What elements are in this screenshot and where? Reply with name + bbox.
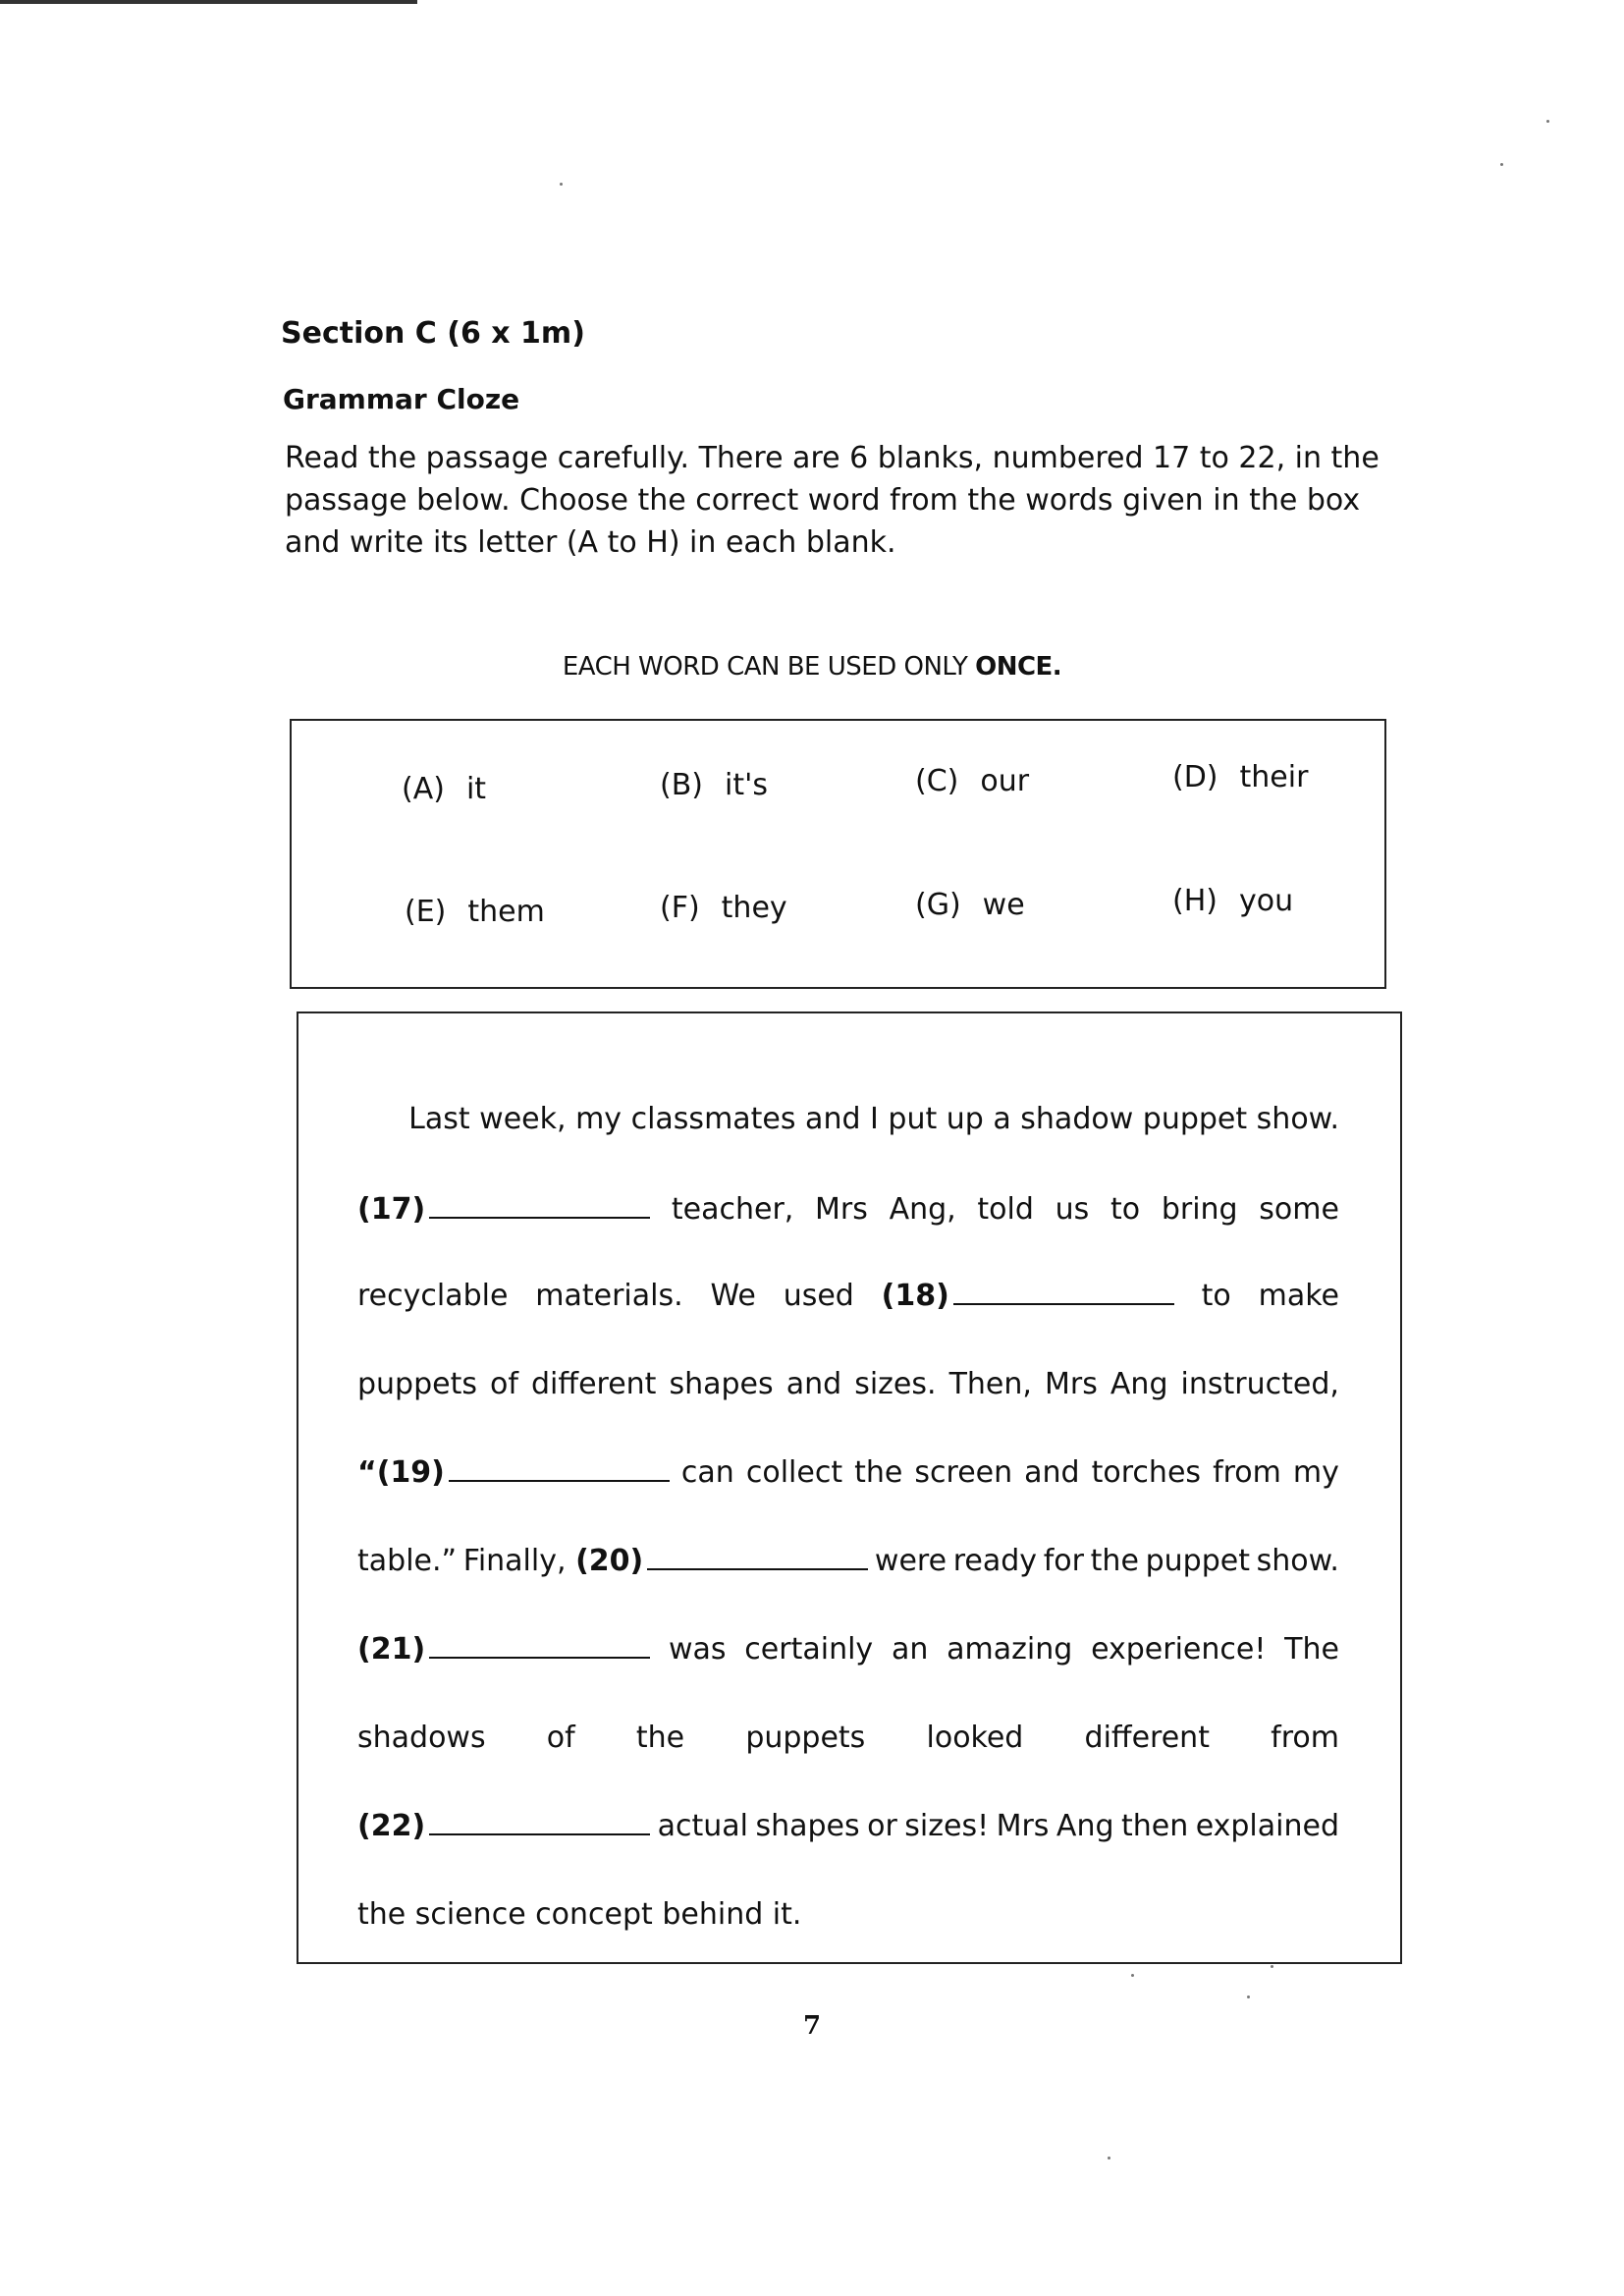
word: to bbox=[1201, 1279, 1231, 1313]
word: Ang bbox=[1110, 1367, 1168, 1401]
answer-blank-17[interactable] bbox=[429, 1193, 650, 1219]
answer-blank-22[interactable] bbox=[429, 1810, 650, 1835]
question-number: “(19) bbox=[357, 1455, 445, 1490]
page-number: 7 bbox=[802, 2011, 822, 2041]
passage-line-8 bbox=[357, 1721, 1339, 1755]
section-title: Section C (6 x 1m) bbox=[281, 316, 585, 351]
word: bring bbox=[1161, 1192, 1238, 1227]
word: teacher, bbox=[671, 1192, 794, 1227]
passage-text: Last week, my classmates and I put up a shadow puppet show. bbox=[408, 1102, 1339, 1136]
scan-speck bbox=[1108, 2157, 1110, 2159]
passage-line-20 bbox=[357, 1544, 1339, 1578]
option-f bbox=[660, 891, 787, 925]
word: the bbox=[1090, 1544, 1139, 1578]
passage-line-10 bbox=[357, 1897, 1339, 1932]
scan-speck bbox=[560, 183, 563, 186]
word: collect bbox=[745, 1455, 843, 1490]
word: amazing bbox=[947, 1632, 1073, 1667]
word: used bbox=[783, 1279, 854, 1313]
word: shapes bbox=[755, 1809, 860, 1843]
option-word: you bbox=[1238, 884, 1294, 918]
word-bank-box bbox=[290, 719, 1386, 989]
option-letter: (E) bbox=[405, 895, 447, 929]
answer-blank-20[interactable] bbox=[647, 1545, 868, 1570]
scan-speck bbox=[1247, 1995, 1250, 1998]
option-h bbox=[1172, 884, 1293, 918]
word: the bbox=[854, 1455, 903, 1490]
option-letter: (G) bbox=[915, 888, 961, 922]
word: was bbox=[668, 1632, 727, 1667]
word: show. bbox=[1256, 1544, 1339, 1578]
word: instructed, bbox=[1180, 1367, 1339, 1401]
word: We bbox=[710, 1279, 756, 1313]
passage-line-19 bbox=[357, 1455, 1339, 1490]
question-number: (22) bbox=[357, 1809, 426, 1843]
option-word: it bbox=[465, 772, 487, 806]
passage-line-21 bbox=[357, 1632, 1339, 1667]
option-letter: (C) bbox=[915, 764, 959, 798]
passage-box bbox=[297, 1011, 1402, 1964]
answer-blank-18[interactable] bbox=[953, 1280, 1174, 1305]
scan-speck bbox=[1271, 1965, 1273, 1968]
instructions-text: Read the passage carefully. There are 6 blanks, numbered 17 to 22, in the passage below. Choose the correct word from the words given in the box and write its letter (A to H) in each blank. bbox=[285, 441, 1380, 560]
word: certainly bbox=[744, 1632, 874, 1667]
question-number: (17) bbox=[357, 1192, 426, 1227]
option-word: it's bbox=[725, 768, 768, 802]
word: then bbox=[1120, 1809, 1189, 1843]
scan-speck bbox=[1500, 163, 1503, 166]
word: puppet bbox=[1145, 1544, 1250, 1578]
word: told bbox=[977, 1192, 1034, 1227]
scan-speck bbox=[1546, 120, 1549, 123]
answer-blank-21[interactable] bbox=[429, 1633, 650, 1659]
word: shapes bbox=[669, 1367, 774, 1401]
question-number: (20) bbox=[575, 1544, 644, 1578]
option-letter: (H) bbox=[1172, 884, 1218, 918]
word: Mrs bbox=[1045, 1367, 1098, 1401]
passage-line-4 bbox=[357, 1367, 1339, 1401]
word: actual bbox=[657, 1809, 749, 1843]
passage-line-1 bbox=[357, 1102, 1339, 1136]
scan-edge-line bbox=[0, 0, 417, 4]
option-letter: (B) bbox=[660, 768, 703, 802]
word: materials. bbox=[535, 1279, 683, 1313]
word: Ang, bbox=[889, 1192, 956, 1227]
word: us bbox=[1055, 1192, 1090, 1227]
word: Then, bbox=[948, 1367, 1032, 1401]
option-letter: (A) bbox=[402, 772, 445, 806]
usage-note-emphasis: ONCE. bbox=[975, 652, 1062, 682]
word: table.” bbox=[357, 1544, 458, 1578]
word: Finally, bbox=[462, 1544, 567, 1578]
word: experience! bbox=[1091, 1632, 1267, 1667]
option-letter: (D) bbox=[1172, 760, 1218, 794]
word: different bbox=[531, 1367, 657, 1401]
option-word: we bbox=[982, 888, 1025, 922]
word: The bbox=[1284, 1632, 1339, 1667]
passage-line-17 bbox=[357, 1192, 1339, 1227]
word: for bbox=[1043, 1544, 1084, 1578]
usage-note-text: EACH WORD CAN BE USED ONLY bbox=[562, 652, 968, 682]
word: and bbox=[785, 1367, 842, 1401]
word: some bbox=[1259, 1192, 1339, 1227]
word: can bbox=[680, 1455, 734, 1490]
question-19 bbox=[357, 1455, 670, 1490]
scan-speck bbox=[1131, 1974, 1134, 1977]
word: different bbox=[1084, 1721, 1210, 1755]
option-word: they bbox=[721, 891, 787, 925]
question-number: (18) bbox=[881, 1279, 949, 1313]
word: and bbox=[1024, 1455, 1080, 1490]
word: Ang bbox=[1056, 1809, 1114, 1843]
passage-line-22 bbox=[357, 1809, 1339, 1843]
option-d bbox=[1172, 760, 1308, 794]
word: Mrs bbox=[815, 1192, 868, 1227]
option-c bbox=[915, 764, 1029, 798]
word: sizes. bbox=[854, 1367, 937, 1401]
word: puppets bbox=[357, 1367, 477, 1401]
passage-text: the science concept behind it. bbox=[357, 1897, 802, 1932]
option-a bbox=[402, 772, 486, 806]
question-22 bbox=[357, 1809, 650, 1843]
word: the bbox=[635, 1721, 685, 1755]
word: of bbox=[490, 1367, 518, 1401]
question-number: (21) bbox=[357, 1632, 426, 1667]
word: were bbox=[874, 1544, 947, 1578]
word: my bbox=[1292, 1455, 1339, 1490]
word: shadows bbox=[357, 1721, 486, 1755]
word: to bbox=[1110, 1192, 1141, 1227]
word: torches bbox=[1091, 1455, 1202, 1490]
word: recyclable bbox=[357, 1279, 509, 1313]
word: ready bbox=[952, 1544, 1038, 1578]
word: of bbox=[546, 1721, 575, 1755]
usage-note bbox=[0, 652, 1624, 682]
question-20 bbox=[463, 1544, 868, 1578]
answer-blank-19[interactable] bbox=[449, 1456, 670, 1482]
word: from bbox=[1213, 1455, 1281, 1490]
section-subtitle: Grammar Cloze bbox=[283, 383, 520, 415]
word: sizes! bbox=[904, 1809, 990, 1843]
question-17 bbox=[357, 1192, 650, 1227]
option-word: our bbox=[980, 764, 1030, 798]
word: an bbox=[891, 1632, 929, 1667]
question-18 bbox=[882, 1279, 1174, 1313]
word: or bbox=[867, 1809, 897, 1843]
word: puppets bbox=[745, 1721, 866, 1755]
word: from bbox=[1271, 1721, 1339, 1755]
passage-line-18 bbox=[357, 1279, 1339, 1313]
word: explained bbox=[1195, 1809, 1339, 1843]
option-letter: (F) bbox=[660, 891, 700, 925]
option-word: their bbox=[1239, 760, 1309, 794]
word: looked bbox=[926, 1721, 1024, 1755]
word: Mrs bbox=[996, 1809, 1050, 1843]
option-g bbox=[915, 888, 1025, 922]
word: make bbox=[1258, 1279, 1339, 1313]
option-b bbox=[660, 768, 768, 802]
option-e bbox=[405, 895, 545, 929]
question-21 bbox=[357, 1632, 650, 1667]
option-word: them bbox=[467, 895, 545, 929]
word: screen bbox=[914, 1455, 1013, 1490]
